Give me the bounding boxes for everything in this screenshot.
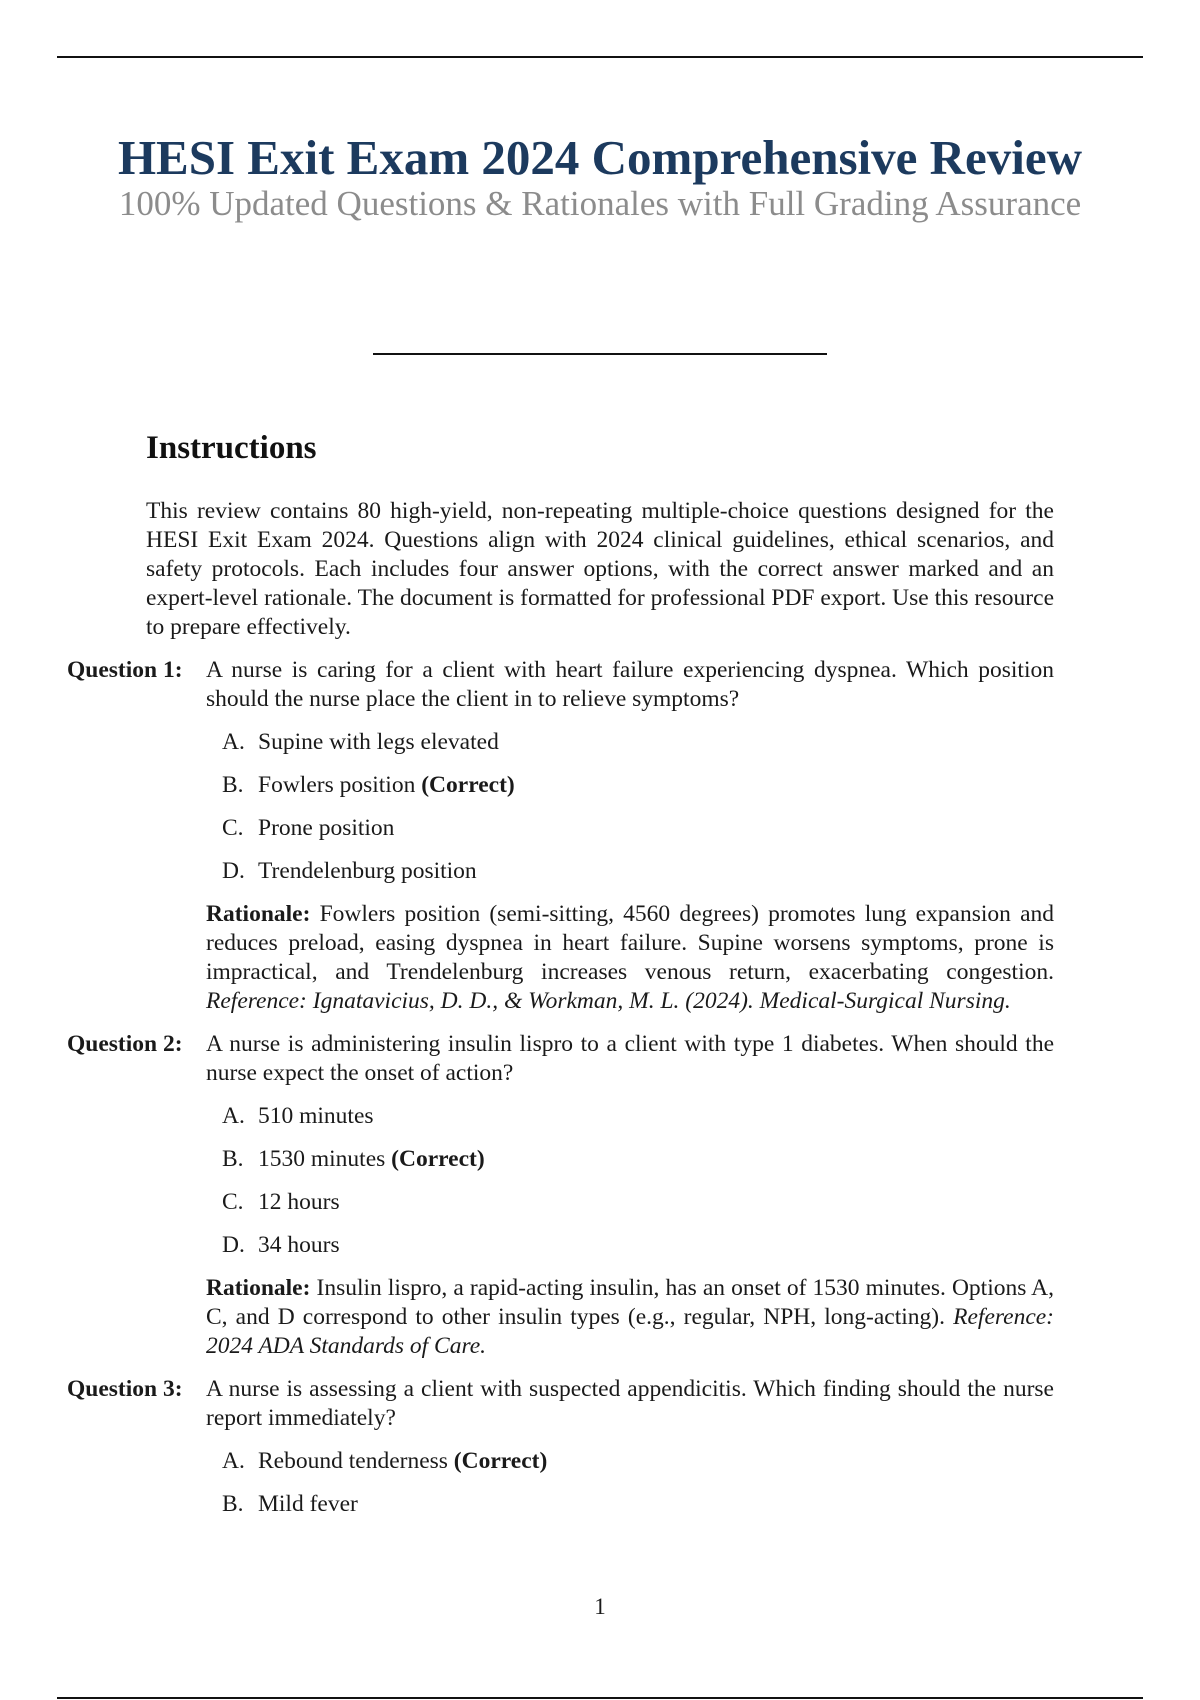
answer-option [206, 1490, 1054, 1519]
rationale-label: Rationale: [206, 901, 311, 927]
answer-option [206, 1447, 1054, 1476]
option-text: Trendelenburg position [258, 858, 477, 884]
option-letter: D. [222, 1232, 245, 1258]
option-letter: D. [222, 858, 245, 884]
option-letter: A. [222, 1448, 245, 1474]
answer-option [206, 1231, 1054, 1260]
option-text: 34 hours [258, 1232, 340, 1258]
question-text: A nurse is administering insulin lispro to a client with type 1 diabetes. When should the nurse expect the onset of action? [206, 1031, 1054, 1086]
option-letter: A. [222, 1103, 245, 1129]
document-body [0, 497, 1200, 1533]
option-text: Mild fever [258, 1491, 358, 1517]
question-text: A nurse is assessing a client with suspected appendicitis. Which finding should the nurse report immediately? [206, 1376, 1054, 1431]
rationale-text: Insulin lispro, a rapid-acting insulin, has an onset of 1530 minutes. Options A, C, and D correspond to other insulin types (e.g., regular, NPH, long-acting). [206, 1275, 1055, 1330]
option-letter: B. [222, 1146, 244, 1172]
document-title: HESI Exit Exam 2024 Comprehensive Review [117, 130, 1083, 185]
option-text: 510 minutes [258, 1103, 374, 1129]
question-list [0, 656, 1200, 1519]
rationale [206, 1274, 1054, 1361]
option-text: 1530 minutes [258, 1146, 386, 1172]
option-text: 12 hours [258, 1189, 340, 1215]
answer-options [206, 1102, 1054, 1260]
title-block [0, 132, 1200, 222]
top-rule [57, 56, 1143, 58]
rationale-text: Fowlers position (semi-sitting, 4560 degrees) promotes lung expansion and reduces preload, easing dyspnea in heart failure. Supine worsens symptoms, prone is impractical, and Trendelenburg increases venous return, exacerbating congestion. [206, 901, 1054, 985]
answer-option [206, 1188, 1054, 1217]
option-letter: C. [222, 815, 244, 841]
rationale-label: Rationale: [206, 1275, 311, 1301]
page-number: 1 [594, 1594, 606, 1619]
document-subtitle: 100% Updated Questions & Rationales with Full Grading Assurance [118, 184, 1082, 223]
correct-marker: (Correct) [421, 772, 515, 798]
question-item [0, 1375, 1054, 1519]
question-item [0, 656, 1054, 1016]
answer-options [206, 1447, 1054, 1519]
answer-option [206, 814, 1054, 843]
title-rule [373, 353, 827, 355]
question-label: Question 3: [67, 1376, 183, 1402]
correct-marker: (Correct) [453, 1448, 548, 1474]
option-text: Supine with legs elevated [258, 729, 499, 755]
question-item [0, 1030, 1054, 1361]
question-label: Question 2: [67, 1031, 183, 1057]
option-letter: B. [222, 772, 244, 798]
instructions-text: This review contains 80 high-yield, non-repeating multiple-choice questions designed for the HESI Exit Exam 2024. Questions align with 2024 clinical guidelines, ethical scenarios, and safety protocols. Each includes four answer options, with the correct answer marked and an expert-level rationale. The document is formatted for professional PDF export. Use this resource to prepare effectively. [146, 498, 1054, 640]
rationale [206, 900, 1054, 1016]
option-text: Fowlers position [258, 772, 416, 798]
bottom-rule [57, 1697, 1143, 1699]
answer-option [206, 1102, 1054, 1131]
question-text: A nurse is caring for a client with heart failure experiencing dyspnea. Which position should the nurse place the client in to relieve symptoms? [206, 657, 1054, 712]
answer-option [206, 1145, 1054, 1174]
option-text: Prone position [258, 815, 395, 841]
answer-option [206, 728, 1054, 757]
option-text: Rebound tenderness [258, 1448, 448, 1474]
answer-options [206, 728, 1054, 886]
instructions-heading: Instructions [146, 430, 317, 466]
answer-option [206, 771, 1054, 800]
correct-marker: (Correct) [391, 1146, 485, 1172]
option-letter: B. [222, 1491, 244, 1517]
rationale-reference: Reference: 2024 ADA Standards of Care. [206, 1304, 1055, 1359]
option-letter: C. [222, 1189, 244, 1215]
question-label: Question 1: [67, 657, 183, 683]
answer-option [206, 857, 1054, 886]
rationale-reference: Reference: Ignatavicius, D. D., & Workman, M. L. (2024). Medical-Surgical Nursing. [206, 988, 1011, 1014]
option-letter: A. [222, 729, 245, 755]
